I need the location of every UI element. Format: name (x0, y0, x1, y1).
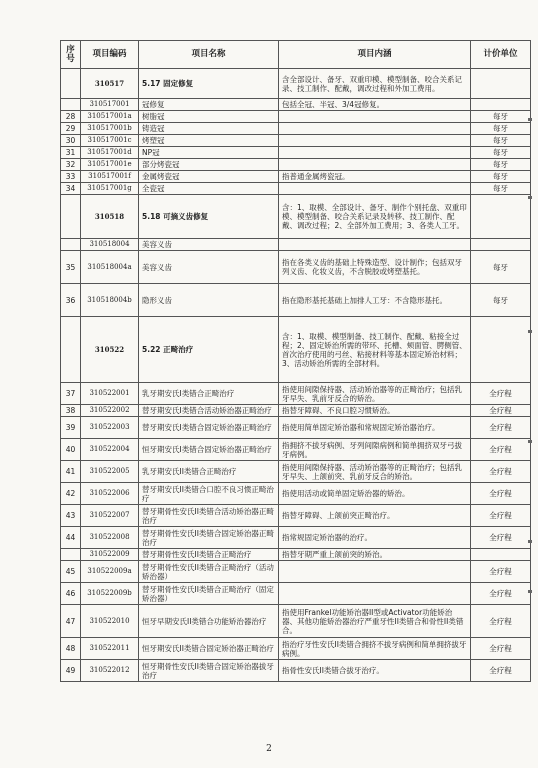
row-unit: 每牙 (471, 123, 531, 135)
table-row (61, 99, 531, 111)
row-code: 310522009 (81, 549, 139, 561)
row-code: 310522001 (81, 383, 139, 405)
table-row (61, 439, 531, 461)
row-unit: 全疗程 (471, 483, 531, 505)
header-name: 项目名称 (139, 41, 279, 69)
row-code: 310522012 (81, 660, 139, 682)
row-code: 310522011 (81, 638, 139, 660)
row-unit: 全疗程 (471, 638, 531, 660)
row-unit: 每牙 (471, 135, 531, 147)
row-name: 替牙期骨性安氏II类错合正畸治疗（活动矫治器） (139, 561, 279, 583)
row-name: 铸造冠 (139, 123, 279, 135)
row-content: 指在各类义齿的基础上特殊造型、设计制作；包括双牙列义齿、化妆义齿，不含脱胶或烤塑基托。 (279, 251, 471, 284)
scan-edge-mark (528, 196, 532, 199)
row-seq: 31 (61, 147, 81, 159)
row-code: 310517001g (81, 183, 139, 195)
row-unit: 每牙 (471, 284, 531, 317)
table-row (61, 605, 531, 638)
row-name: 5.22 正畸治疗 (139, 317, 279, 383)
row-seq: 41 (61, 461, 81, 483)
row-content: 含：1、取模、全部设计、备牙、制作个别托盘、双重印模、模型制备、咬合关系记录及转移、技工制作、配戴、调改过程；2、全部外加工费用；3、各类人工牙。 (279, 195, 471, 239)
table-row (61, 461, 531, 483)
row-unit: 全疗程 (471, 583, 531, 605)
row-content: 包括全冠、半冠、3/4冠修复。 (279, 99, 471, 111)
table-row (61, 195, 531, 239)
table-row (61, 239, 531, 251)
row-content: 指替牙障碍、上颌前突正畸治疗。 (279, 505, 471, 527)
row-unit: 全疗程 (471, 505, 531, 527)
row-content (279, 583, 471, 605)
row-code: 310517001b (81, 123, 139, 135)
row-seq: 43 (61, 505, 81, 527)
row-seq (61, 69, 81, 99)
row-unit: 全疗程 (471, 383, 531, 405)
row-seq: 49 (61, 660, 81, 682)
row-content: 指使用活动或简单固定矫治器的矫治。 (279, 483, 471, 505)
row-seq: 47 (61, 605, 81, 638)
row-content: 指治疗牙性安氏II类错合拥挤不拔牙病例和简单拥挤拔牙病例。 (279, 638, 471, 660)
table-row (61, 147, 531, 159)
header-seq: 序号 (61, 41, 81, 69)
row-unit: 每牙 (471, 159, 531, 171)
row-seq: 33 (61, 171, 81, 183)
scan-edge-mark (528, 330, 532, 333)
row-unit: 全疗程 (471, 605, 531, 638)
row-seq: 46 (61, 583, 81, 605)
scan-edge-mark (528, 440, 532, 443)
row-code: 310522004 (81, 439, 139, 461)
table-row (61, 417, 531, 439)
row-unit: 每牙 (471, 251, 531, 284)
header-content: 项目内涵 (279, 41, 471, 69)
row-seq: 32 (61, 159, 81, 171)
row-content: 指使用简单固定矫治器和常规固定矫治器治疗。 (279, 417, 471, 439)
table-row (61, 123, 531, 135)
row-code: 310522 (81, 317, 139, 383)
row-name: 替牙期安氏I类错合固定矫治器正畸治疗 (139, 417, 279, 439)
row-code: 310522005 (81, 461, 139, 483)
table-row (61, 549, 531, 561)
row-content: 指常规固定矫治器的治疗。 (279, 527, 471, 549)
table-row (61, 159, 531, 171)
row-code: 310518 (81, 195, 139, 239)
pricing-table (60, 40, 531, 682)
row-code: 310522010 (81, 605, 139, 638)
row-code: 310518004a (81, 251, 139, 284)
row-name: 树脂冠 (139, 111, 279, 123)
row-name: 乳牙期安氏II类错合正畸治疗 (139, 461, 279, 483)
row-name: 替牙期安氏I类错合活动矫治器正畸治疗 (139, 405, 279, 417)
row-name: 5.18 可摘义齿修复 (139, 195, 279, 239)
row-seq: 29 (61, 123, 81, 135)
row-seq: 36 (61, 284, 81, 317)
row-name: 隐形义齿 (139, 284, 279, 317)
row-seq: 45 (61, 561, 81, 583)
row-content: 指在隐形基托基础上加排人工牙：不含隐形基托。 (279, 284, 471, 317)
row-code: 310517001f (81, 171, 139, 183)
row-seq: 34 (61, 183, 81, 195)
table-row (61, 135, 531, 147)
row-code: 310518004b (81, 284, 139, 317)
row-content (279, 561, 471, 583)
row-code: 310517001c (81, 135, 139, 147)
row-seq: 28 (61, 111, 81, 123)
table-row (61, 284, 531, 317)
table-row (61, 505, 531, 527)
row-seq: 30 (61, 135, 81, 147)
row-content (279, 183, 471, 195)
row-content (279, 135, 471, 147)
table-row (61, 583, 531, 605)
row-unit: 全疗程 (471, 439, 531, 461)
row-unit (471, 317, 531, 383)
row-content: 指使用Frankel功能矫治器II型或Activator功能矫治器、其他功能矫治器治疗严重牙性II类错合和骨性II类错合。 (279, 605, 471, 638)
row-name: 冠修复 (139, 99, 279, 111)
row-unit (471, 99, 531, 111)
row-unit: 全疗程 (471, 527, 531, 549)
row-unit (471, 549, 531, 561)
row-content (279, 147, 471, 159)
row-content: 指骨性安氏II类错合拔牙治疗。 (279, 660, 471, 682)
row-seq: 35 (61, 251, 81, 284)
header-unit: 计价单位 (471, 41, 531, 69)
row-name: 恒牙期安氏I类错合固定矫治器正畸治疗 (139, 439, 279, 461)
scan-edge-mark (528, 540, 532, 543)
row-seq: 40 (61, 439, 81, 461)
row-name: 替牙期安氏II类错合口腔不良习惯正畸治疗 (139, 483, 279, 505)
row-content (279, 111, 471, 123)
row-code: 310522009b (81, 583, 139, 605)
row-name: 5.17 固定修复 (139, 69, 279, 99)
row-code: 310522003 (81, 417, 139, 439)
row-seq: 48 (61, 638, 81, 660)
row-unit: 每牙 (471, 147, 531, 159)
row-unit (471, 239, 531, 251)
row-code: 310517001e (81, 159, 139, 171)
row-name: NP冠 (139, 147, 279, 159)
row-seq: 42 (61, 483, 81, 505)
row-name: 美容义齿 (139, 239, 279, 251)
row-content: 指替牙障碍、不良口腔习惯矫治。 (279, 405, 471, 417)
row-seq (61, 317, 81, 383)
row-code: 310522002 (81, 405, 139, 417)
row-seq (61, 99, 81, 111)
row-name: 恒牙期骨性安氏II类错合固定矫治器拔牙治疗 (139, 660, 279, 682)
row-code: 310522007 (81, 505, 139, 527)
row-name: 美容义齿 (139, 251, 279, 284)
row-name: 全瓷冠 (139, 183, 279, 195)
row-content: 指使用间隙保持器、活动矫治器等的正畸治疗；包括乳牙早失、乳前牙反合的矫治。 (279, 383, 471, 405)
row-code: 310518004 (81, 239, 139, 251)
table-row (61, 660, 531, 682)
row-name: 部分烤瓷冠 (139, 159, 279, 171)
row-unit: 全疗程 (471, 417, 531, 439)
row-name: 恒牙早期安氏II类错合功能矫治器治疗 (139, 605, 279, 638)
row-unit: 全疗程 (471, 561, 531, 583)
row-unit: 全疗程 (471, 660, 531, 682)
row-unit: 全疗程 (471, 405, 531, 417)
table-header-row (61, 41, 531, 69)
row-content: 含全部设计、备牙、双重印模、模型制备、咬合关系记录、技工制作、配戴，调改过程和外加工费用。 (279, 69, 471, 99)
table-row (61, 527, 531, 549)
table-row (61, 317, 531, 383)
row-name: 恒牙期安氏II类错合固定矫治器正畸治疗 (139, 638, 279, 660)
row-content: 指替牙期严重上颌前突的矫治。 (279, 549, 471, 561)
table-row (61, 383, 531, 405)
table-row (61, 561, 531, 583)
page-number: 2 (266, 744, 272, 754)
row-code: 310517001a (81, 111, 139, 123)
table-row (61, 111, 531, 123)
row-seq (61, 549, 81, 561)
row-name: 乳牙期安氏I类错合正畸治疗 (139, 383, 279, 405)
row-code: 310522008 (81, 527, 139, 549)
row-name: 金属烤瓷冠 (139, 171, 279, 183)
scan-edge-mark (528, 590, 532, 593)
scan-edge-mark (528, 118, 532, 121)
table-row (61, 251, 531, 284)
table-row (61, 405, 531, 417)
row-unit: 每牙 (471, 111, 531, 123)
row-code: 310517001 (81, 99, 139, 111)
row-content: 指拥挤不拔牙病例、牙列间隙病例和简单拥挤双牙弓拔牙病例。 (279, 439, 471, 461)
row-unit (471, 69, 531, 99)
table-body (61, 69, 531, 682)
table-row (61, 638, 531, 660)
row-seq: 38 (61, 405, 81, 417)
row-content (279, 159, 471, 171)
row-name: 替牙期骨性安氏II类错合正畸治疗 (139, 549, 279, 561)
row-name: 替牙期骨性安氏II类错合正畸治疗（固定矫治器） (139, 583, 279, 605)
row-content (279, 239, 471, 251)
table-row (61, 483, 531, 505)
row-content: 指普通金属烤瓷冠。 (279, 171, 471, 183)
row-seq (61, 195, 81, 239)
header-code: 项目编码 (81, 41, 139, 69)
row-unit: 每牙 (471, 183, 531, 195)
table-row (61, 69, 531, 99)
row-code: 310522009a (81, 561, 139, 583)
table-row (61, 183, 531, 195)
row-name: 替牙期骨性安氏II类错合活动矫治器正畸治疗 (139, 505, 279, 527)
row-seq: 37 (61, 383, 81, 405)
table-row (61, 171, 531, 183)
row-content (279, 123, 471, 135)
row-seq: 39 (61, 417, 81, 439)
row-unit: 全疗程 (471, 461, 531, 483)
row-code: 310522006 (81, 483, 139, 505)
row-content: 指使用间隙保持器、活动矫治器等的正畸治疗；包括乳牙早失、上颌前突、乳前牙反合的矫治。 (279, 461, 471, 483)
row-code: 310517001d (81, 147, 139, 159)
row-unit: 每牙 (471, 171, 531, 183)
row-seq (61, 239, 81, 251)
row-name: 替牙期骨性安氏II类错合固定矫治器正畸治疗 (139, 527, 279, 549)
row-seq: 44 (61, 527, 81, 549)
row-code: 310517 (81, 69, 139, 99)
row-unit (471, 195, 531, 239)
row-name: 烤塑冠 (139, 135, 279, 147)
row-content: 含：1、取模、模型制备、技工制作、配戴、粘接全过程；2、固定矫治所需的带环、托槽、颊面管、腭侧管、首次治疗使用的弓丝、粘接材料等基本固定矫治材料；3、活动矫治所需的全部材料。 (279, 317, 471, 383)
